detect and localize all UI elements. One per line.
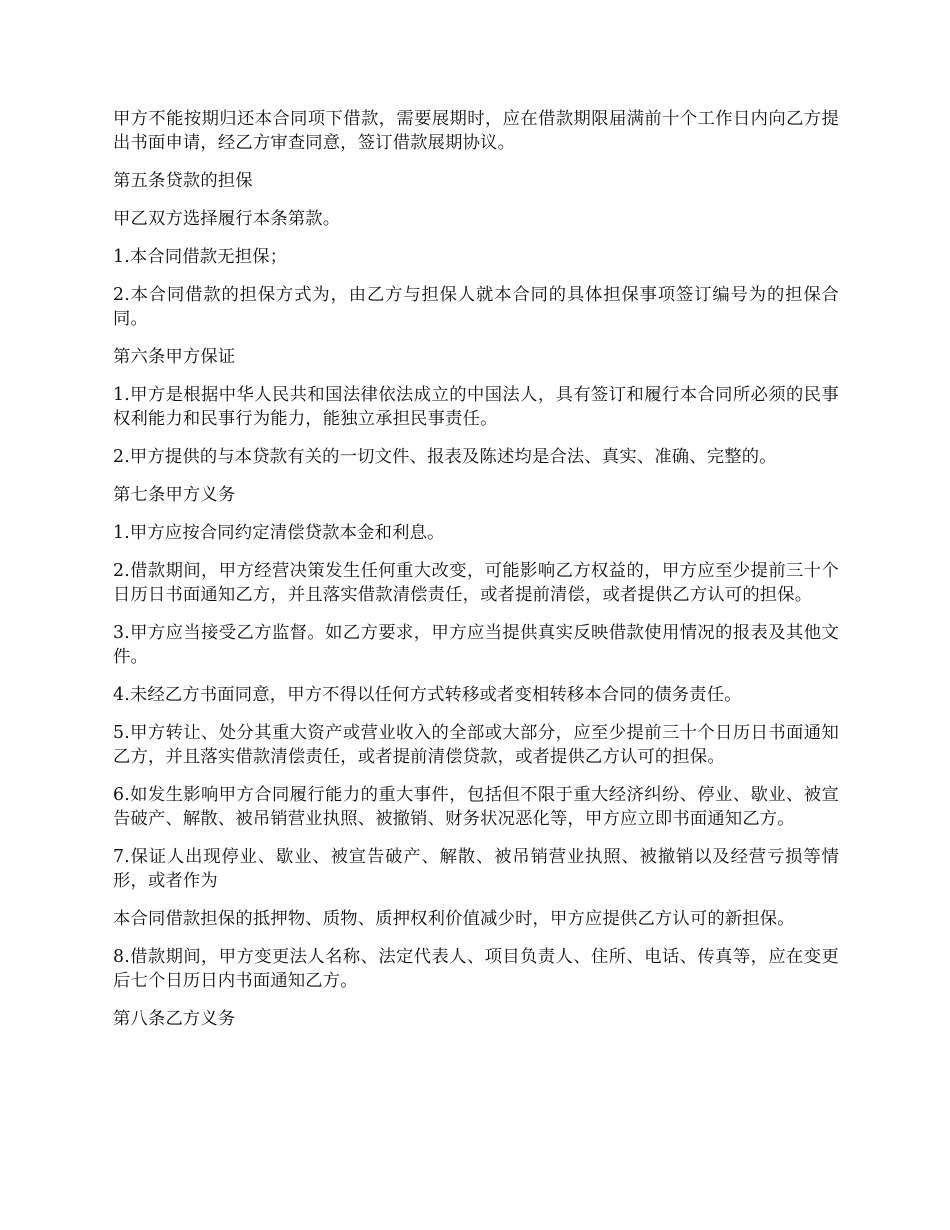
paragraph-party-a-legal-status: 1.甲方是根据中华人民共和国法律依法成立的中国法人，具有签订和履行本合同所必须的民事权利能力和民事行为能力，能独立承担民事责任。 <box>113 385 839 429</box>
paragraph-party-a-documents: 2.甲方提供的与本贷款有关的一切文件、报表及陈述均是合法、真实、准确、完整的。 <box>113 447 777 467</box>
paragraph-repayment-duty: 1.甲方应按合同约定清偿贷款本金和利息。 <box>113 523 445 543</box>
heading-article-5: 第五条贷款的担保 <box>113 171 253 191</box>
paragraph-major-change-notice: 2.借款期间，甲方经营决策发生任何重大改变，可能影响乙方权益的，甲方应至少提前三十个日历日书面通知乙方，并且落实借款清偿责任，或者提前清偿，或者提供乙方认可的担保。 <box>113 561 839 605</box>
paragraph-guarantee-choice: 甲乙双方选择履行本条第款。 <box>113 209 341 229</box>
paragraph-asset-transfer-notice: 5.甲方转让、处分其重大资产或营业收入的全部或大部分，应至少提前三十个日历日书面通知乙方，并且落实借款清偿责任，或者提前清偿贷款，或者提供乙方认可的担保。 <box>113 723 839 767</box>
heading-article-6: 第六条甲方保证 <box>113 347 236 367</box>
paragraph-extension-request: 甲方不能按期归还本合同项下借款，需要展期时，应在借款期限届满前十个工作日内向乙方提出书面申请，经乙方审查同意，签订借款展期协议。 <box>113 109 839 153</box>
document-page <box>113 107 839 1045</box>
paragraph-guarantor-events: 7.保证人出现停业、歇业、被宣告破产、解散、被吊销营业执照、被撤销以及经营亏损等情形，或者作为 <box>113 847 839 891</box>
paragraph-collateral-reduction: 本合同借款担保的抵押物、质物、质押权利价值减少时，甲方应提供乙方认可的新担保。 <box>113 909 795 929</box>
heading-article-7: 第七条甲方义务 <box>113 485 236 505</box>
paragraph-no-guarantee: 1.本合同借款无担保； <box>113 247 288 267</box>
paragraph-change-notice: 8.借款期间，甲方变更法人名称、法定代表人、项目负责人、住所、电话、传真等，应在变更后七个日历日内书面通知乙方。 <box>113 947 839 991</box>
paragraph-guarantee-method: 2.本合同借款的担保方式为，由乙方与担保人就本合同的具体担保事项签订编号为的担保合同。 <box>113 285 839 329</box>
paragraph-no-debt-transfer: 4.未经乙方书面同意，甲方不得以任何方式转移或者变相转移本合同的债务责任。 <box>113 685 742 705</box>
paragraph-major-event-notice: 6.如发生影响甲方合同履行能力的重大事件，包括但不限于重大经济纠纷、停业、歇业、被宣告破产、解散、被吊销营业执照、被撤销、财务状况恶化等，甲方应立即书面通知乙方。 <box>113 785 839 829</box>
paragraph-supervision: 3.甲方应当接受乙方监督。如乙方要求，甲方应当提供真实反映借款使用情况的报表及其他文件。 <box>113 623 839 667</box>
heading-article-8: 第八条乙方义务 <box>113 1009 236 1029</box>
